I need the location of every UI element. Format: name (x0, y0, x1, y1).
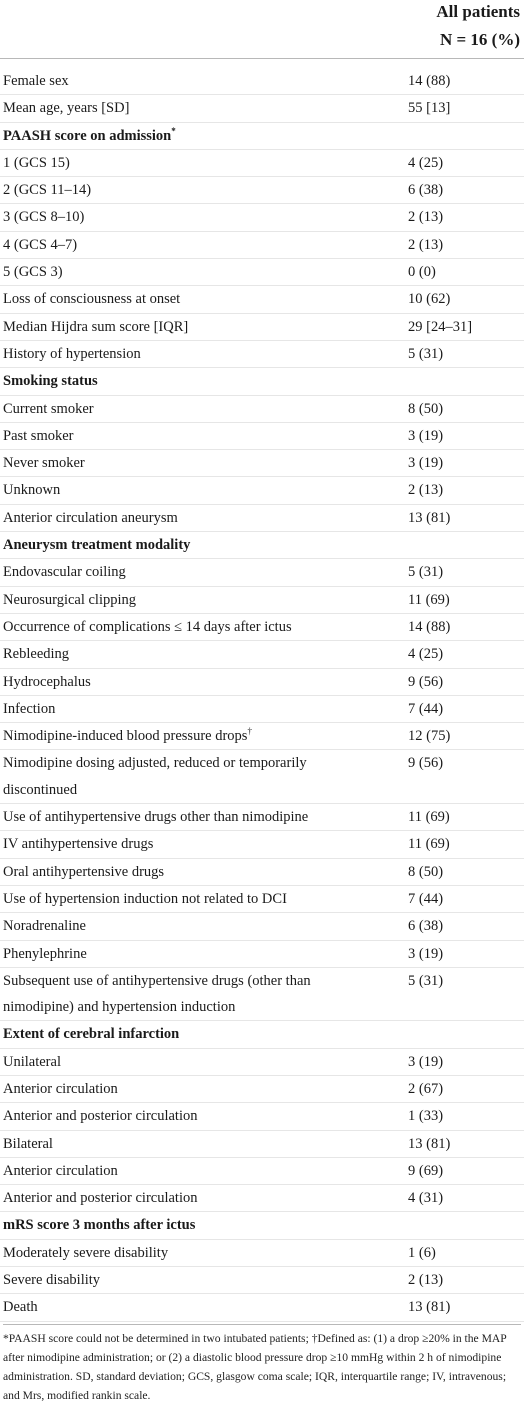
row-label: Never smoker (3, 455, 85, 472)
row-value: 13 (81) (408, 1299, 451, 1316)
table-row (0, 669, 524, 696)
row-value: 55 [13] (408, 100, 451, 117)
row-value: 3 (19) (408, 455, 444, 472)
section-header-row (0, 532, 524, 559)
row-label: Unknown (3, 482, 61, 499)
row-value: 8 (50) (408, 400, 444, 417)
row-value: 3 (19) (408, 1053, 444, 1070)
row-value: 11 (69) (408, 809, 450, 826)
row-value: 2 (13) (408, 482, 444, 499)
row-label: Anterior circulation (3, 1080, 118, 1097)
section-header-row (0, 1021, 524, 1048)
row-value: 13 (81) (408, 1135, 451, 1152)
row-value: 2 (13) (408, 1272, 444, 1289)
table-row (0, 232, 524, 259)
row-label: Oral antihypertensive drugs (3, 863, 165, 880)
row-label: 2 (GCS 11–14) (3, 182, 92, 199)
row-value: 4 (25) (408, 154, 444, 171)
row-value: 9 (56) (408, 755, 444, 772)
row-label: Female sex (3, 73, 69, 89)
section-header-row (0, 368, 524, 395)
row-label: Use of antihypertensive drugs other than nimodipine (3, 809, 309, 826)
row-label: Severe disability (3, 1272, 101, 1289)
row-label: Endovascular coiling (3, 564, 126, 581)
table-row (0, 1131, 524, 1158)
table-row (0, 68, 524, 95)
row-label: Rebleeding (3, 646, 70, 663)
row-value: 14 (88) (408, 618, 451, 635)
table-row (0, 750, 524, 804)
row-label: 4 (GCS 4–7) (3, 236, 78, 253)
row-value: 7 (44) (408, 700, 444, 717)
row-label: PAASH score on admission* (3, 125, 176, 144)
row-value: 1 (6) (408, 1244, 436, 1261)
column-title: All patients (436, 2, 520, 21)
table-row (0, 804, 524, 831)
row-label: Loss of consciousness at onset (3, 291, 181, 308)
row-label: 5 (GCS 3) (3, 264, 63, 281)
table-row (0, 1049, 524, 1076)
table-row (0, 1158, 524, 1185)
table-row (0, 859, 524, 886)
row-label: Infection (3, 700, 56, 717)
row-value: 9 (56) (408, 673, 444, 690)
row-value: 6 (38) (408, 182, 444, 199)
table-row (0, 1076, 524, 1103)
row-label: Mean age, years [SD] (3, 100, 130, 117)
table-row (0, 314, 524, 341)
table-row (0, 1185, 524, 1212)
row-value: 3 (19) (408, 427, 444, 444)
row-label: Phenylephrine (3, 945, 87, 962)
row-value: 2 (67) (408, 1080, 444, 1097)
section-header-row (0, 123, 524, 150)
table-row (0, 968, 524, 1022)
table-row (0, 941, 524, 968)
table-row (0, 259, 524, 286)
table-body (0, 68, 524, 1322)
row-value: 29 [24–31] (408, 318, 473, 335)
table-row (0, 831, 524, 858)
row-value: 12 (75) (408, 728, 451, 745)
table-row (0, 723, 524, 750)
row-value: 11 (69) (408, 591, 450, 608)
row-value: 8 (50) (408, 863, 444, 880)
table-row (0, 477, 524, 504)
row-label: Subsequent use of antihypertensive drugs (other than nimodipine) and hypertension induction (3, 972, 311, 1016)
table-row (0, 505, 524, 532)
table-row (0, 614, 524, 641)
row-label: Bilateral (3, 1135, 53, 1152)
row-label: Nimodipine-induced blood pressure drops† (3, 726, 252, 745)
row-label: Unilateral (3, 1053, 61, 1070)
table-footnote: *PAASH score could not be determined in two intubated patients; †Defined as: (1) a drop ≥20% in the MAP after nimodipine administration; or (2) a diastolic blood pressure drop ≥10 mmHg within 2 h of nimodipine administration. SD, standard deviation; GCS, glasgow coma scale; IQR, interquartile range; IV, intravenous; and Mrs, modified rankin scale. (3, 1324, 521, 1405)
row-label: Occurrence of complications ≤ 14 days after ictus (3, 618, 292, 635)
row-label: Moderately severe disability (3, 1244, 169, 1261)
table-row (0, 286, 524, 313)
row-label: Hydrocephalus (3, 673, 91, 690)
row-label: Anterior and posterior circulation (3, 1108, 198, 1125)
row-value: 10 (62) (408, 291, 451, 308)
table-row (0, 423, 524, 450)
table-row (0, 696, 524, 723)
table-row (0, 1240, 524, 1267)
table-row (0, 177, 524, 204)
section-header-row (0, 1212, 524, 1239)
row-label: 1 (GCS 15) (3, 154, 70, 171)
row-value: 9 (69) (408, 1162, 444, 1179)
row-label: Use of hypertension induction not related to DCI (3, 890, 287, 907)
row-label: Anterior circulation aneurysm (3, 509, 178, 526)
table-header (0, 0, 524, 59)
table-row (0, 396, 524, 423)
column-n-label: N = 16 (%) (439, 30, 520, 49)
row-value: 13 (81) (408, 509, 451, 526)
row-value: 2 (13) (408, 209, 444, 226)
table-row (0, 150, 524, 177)
row-label: IV antihypertensive drugs (3, 836, 154, 853)
table-row (0, 587, 524, 614)
row-label: History of hypertension (3, 345, 141, 362)
row-label: 3 (GCS 8–10) (3, 209, 85, 226)
row-value: 7 (44) (408, 890, 444, 907)
table-row (0, 559, 524, 586)
row-value: 14 (88) (408, 73, 451, 89)
table-row (0, 886, 524, 913)
row-label: Past smoker (3, 427, 74, 444)
table-row (0, 341, 524, 368)
row-label: Aneurysm treatment modality (3, 537, 191, 554)
table-row (0, 450, 524, 477)
row-value: 3 (19) (408, 945, 444, 962)
row-label: mRS score 3 months after ictus (3, 1217, 196, 1234)
row-value: 1 (33) (408, 1108, 444, 1125)
table-row (0, 913, 524, 940)
row-value: 2 (13) (408, 236, 444, 253)
row-label: Nimodipine dosing adjusted, reduced or temporarily discontinued (3, 755, 307, 798)
row-label: Anterior circulation (3, 1162, 118, 1179)
row-value: 5 (31) (408, 972, 444, 989)
row-value: 4 (31) (408, 1190, 444, 1207)
row-value: 5 (31) (408, 345, 444, 362)
row-label: Anterior and posterior circulation (3, 1190, 198, 1207)
row-value: 11 (69) (408, 836, 450, 853)
table-row (0, 641, 524, 668)
row-value: 4 (25) (408, 646, 444, 663)
row-value: 5 (31) (408, 564, 444, 581)
row-label: Median Hijdra sum score [IQR] (3, 318, 189, 335)
row-label: Smoking status (3, 373, 98, 390)
table-row (0, 95, 524, 122)
row-value: 6 (38) (408, 918, 444, 935)
table-row (0, 1294, 524, 1321)
table-row (0, 1103, 524, 1130)
row-value: 0 (0) (408, 264, 436, 281)
row-label: Noradrenaline (3, 918, 86, 935)
table-row (0, 1267, 524, 1294)
row-label: Death (3, 1299, 38, 1316)
row-label: Current smoker (3, 400, 94, 417)
table-row (0, 204, 524, 231)
row-label: Extent of cerebral infarction (3, 1026, 180, 1043)
row-label: Neurosurgical clipping (3, 591, 137, 608)
